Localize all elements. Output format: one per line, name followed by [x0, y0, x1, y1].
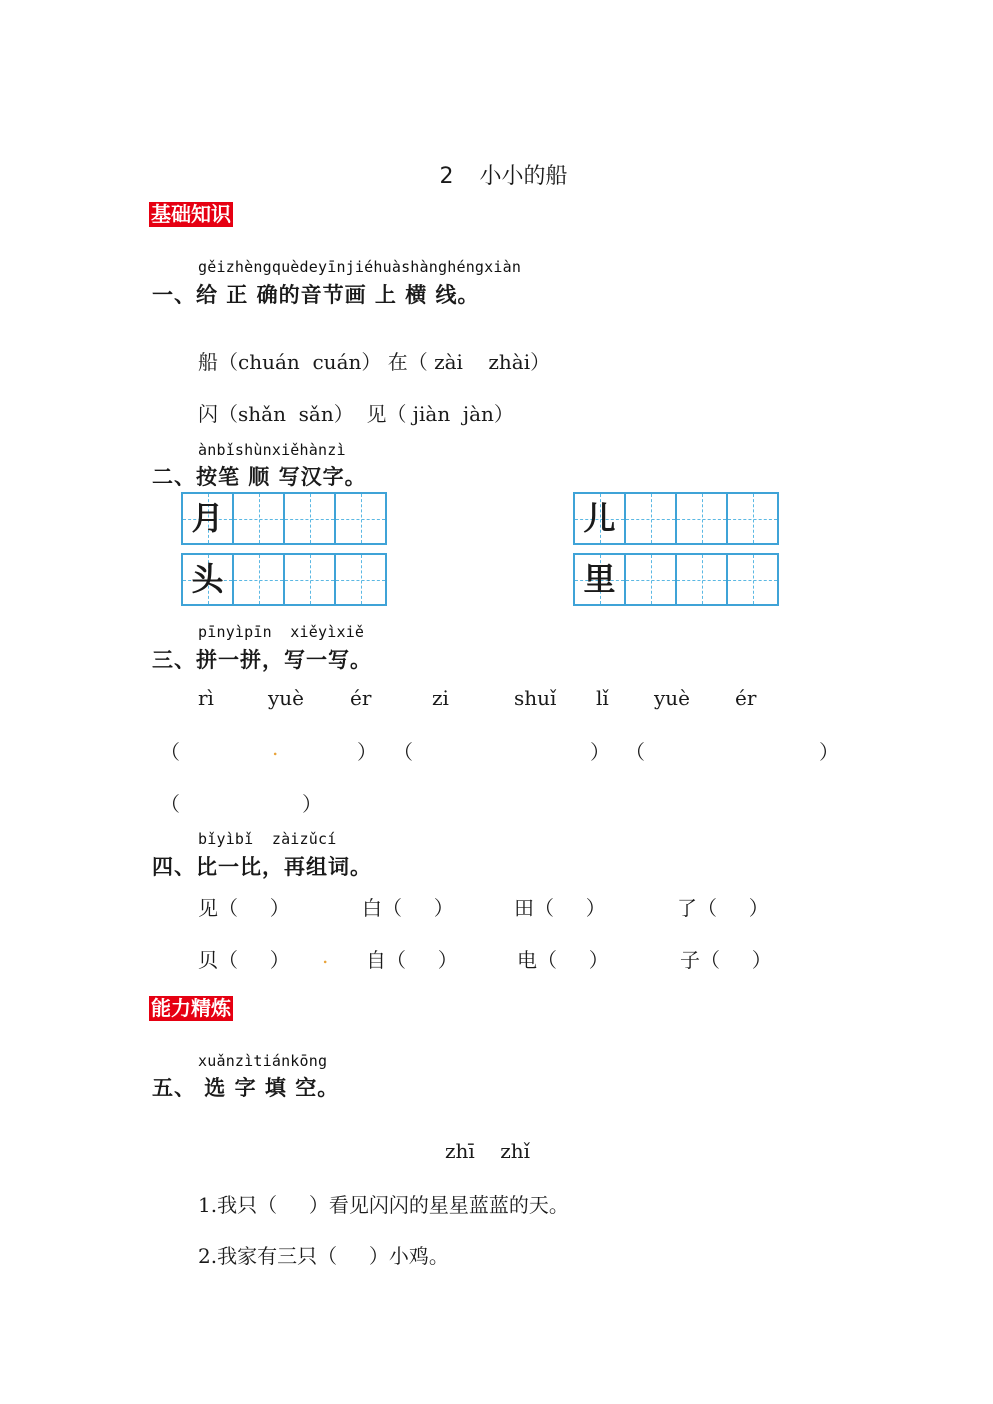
q5-heading: 五、 选 字 填 空。 — [152, 1076, 340, 1100]
lesson-number: 2 — [439, 164, 454, 189]
grid-cell[interactable] — [336, 494, 385, 543]
stray-dot: . — [322, 944, 329, 968]
q3-syllable: zi — [432, 686, 449, 710]
q4-item[interactable]: 了（ ） — [677, 896, 769, 920]
q5-pinyin: xuǎnzìtiánkōng — [198, 1052, 328, 1070]
q1-heading: 一、给 正 确的音节画 上 横 线。 — [152, 283, 480, 307]
q2-pinyin: ànbǐshùnxiěhànzì — [198, 441, 346, 459]
q3-syllable: ér — [735, 686, 757, 710]
q3-syllable: yuè — [654, 686, 691, 710]
q1-pinyin: gěizhèngquèdeyīnjiéhuàshànghéngxiàn — [198, 258, 522, 276]
model-character: 头 — [191, 560, 224, 598]
model-character: 月 — [191, 499, 224, 537]
writing-grid-yue[interactable] — [181, 492, 387, 545]
answer-blank-open[interactable]: （ — [160, 792, 180, 816]
grid-cell[interactable] — [234, 555, 285, 604]
q1-row-1: 船（chuán cuán） 在（ zài zhài） — [198, 350, 551, 374]
q4-item[interactable]: 田（ ） — [514, 896, 606, 920]
page-title — [0, 134, 993, 190]
q3-syllable: rì — [198, 686, 214, 710]
grid-cell[interactable] — [677, 494, 728, 543]
model-character: 儿 — [583, 499, 616, 537]
grid-cell[interactable] — [626, 494, 677, 543]
q4-item[interactable]: 见（ ） — [198, 896, 290, 920]
q2-heading: 二、按笔 顺 写汉字。 — [152, 465, 367, 489]
lesson-title: 小小的船 — [479, 164, 568, 189]
q4-item[interactable]: 自（ ） — [366, 948, 458, 972]
answer-blank-close[interactable]: ） — [819, 740, 839, 764]
q4-item[interactable]: 白（ ） — [362, 896, 454, 920]
grid-cell[interactable] — [677, 555, 728, 604]
answer-blank-open[interactable]: （ — [160, 740, 180, 764]
q3-heading: 三、拼一拼，写一写。 — [152, 648, 372, 672]
grid-cell[interactable] — [183, 555, 234, 604]
model-character: 里 — [583, 560, 616, 598]
stray-dot: . — [272, 736, 279, 760]
q3-syllable: ér — [350, 686, 372, 710]
answer-blank-open[interactable]: （ — [393, 740, 413, 764]
q1-row-2: 闪（shǎn sǎn） 见（ jiàn jàn） — [198, 402, 514, 426]
q5-sentence-1[interactable]: 1.我只（ ）看见闪闪的星星蓝蓝的天。 — [198, 1193, 569, 1217]
answer-blank-close[interactable]: ） — [357, 740, 377, 764]
answer-blank-close[interactable]: ） — [590, 740, 610, 764]
grid-cell[interactable] — [336, 555, 385, 604]
grid-cell[interactable] — [728, 555, 777, 604]
answer-blank-close[interactable]: ） — [302, 792, 322, 816]
grid-cell[interactable] — [285, 555, 336, 604]
grid-cell[interactable] — [575, 494, 626, 543]
q4-item[interactable]: 子（ ） — [680, 948, 772, 972]
q4-item[interactable]: 贝（ ） — [198, 948, 290, 972]
q4-heading: 四、比一比，再组词。 — [152, 855, 372, 879]
section-tag-ability: 能力精炼 — [151, 996, 231, 1020]
q3-syllable: lǐ — [596, 686, 609, 710]
grid-cell[interactable] — [575, 555, 626, 604]
q4-pinyin: bǐyìbǐ zàizǔcí — [198, 830, 337, 848]
grid-cell[interactable] — [234, 494, 285, 543]
grid-cell[interactable] — [728, 494, 777, 543]
q3-pinyin: pīnyìpīn xiěyìxiě — [198, 623, 365, 641]
section-tag-basic: 基础知识 — [151, 202, 231, 226]
q3-syllable: shuǐ — [514, 686, 557, 710]
writing-grid-tou[interactable] — [181, 553, 387, 606]
q5-sentence-2[interactable]: 2.我家有三只（ ）小鸡。 — [198, 1244, 449, 1268]
grid-cell[interactable] — [285, 494, 336, 543]
grid-cell[interactable] — [183, 494, 234, 543]
grid-cell[interactable] — [626, 555, 677, 604]
writing-grid-er[interactable] — [573, 492, 779, 545]
writing-grid-li[interactable] — [573, 553, 779, 606]
q5-choices: zhī zhǐ — [445, 1139, 531, 1163]
answer-blank-open[interactable]: （ — [625, 740, 645, 764]
q3-syllable: yuè — [268, 686, 305, 710]
q4-item[interactable]: 电（ ） — [517, 948, 609, 972]
